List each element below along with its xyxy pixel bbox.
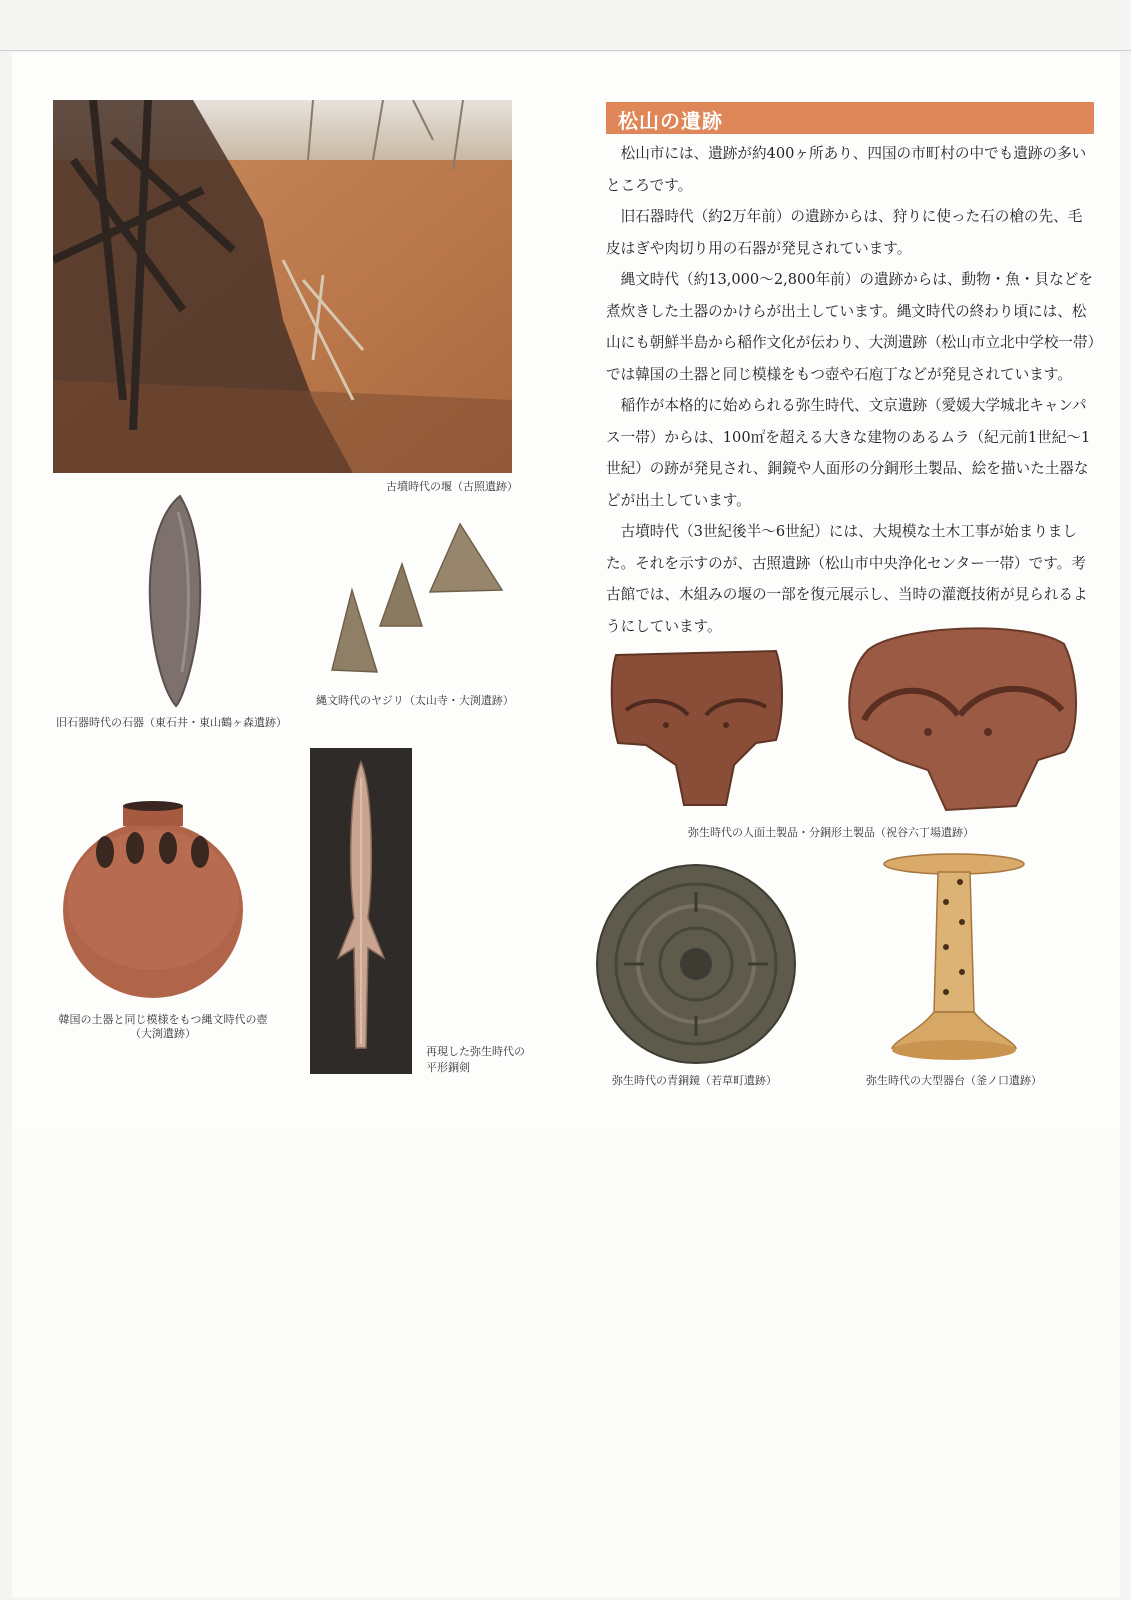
- bronze-weight-clay-photo: [838, 620, 1084, 818]
- section-title: 松山の遺跡: [618, 109, 723, 133]
- paragraph-intro: 松山市には、遺跡が約400ヶ所あり、四国の市町村の中でも遺跡の多いところです。: [606, 145, 1087, 194]
- mirror-caption: 弥生時代の青銅鏡（若草町遺跡）: [612, 1074, 777, 1087]
- section-title-bar: [606, 102, 1094, 134]
- arrowheads-photo: [322, 520, 512, 680]
- paragraph-kofun: 古墳時代（3世紀後半〜6世紀）には、大規模な土木工事が始まりました。それを示すのが、古照遺跡（松山市中央浄化センター一帯）です。考古館では、木組みの堰の一部を復元展示し、当時の灌漑技術が見られるようにしています。: [606, 523, 1088, 635]
- face-clay-caption: 弥生時代の人面土製品・分銅形土製品（祝谷六丁場遺跡）: [688, 826, 974, 839]
- clay-face-photo: [606, 645, 786, 810]
- jar-caption-line1: 韓国の土器と同じ模様をもつ縄文時代の壺: [58, 1013, 268, 1026]
- weir-caption: 古墳時代の堰（古照遺跡）: [386, 480, 518, 493]
- section-body: [606, 138, 1096, 642]
- jar-photo: [60, 800, 246, 1000]
- paragraph-yayoi: 稲作が本格的に始められる弥生時代、文京遺跡（愛媛大学城北キャンパス一帯）からは、100㎡を超える大きな建物のあるムラ（紀元前1世紀〜1世紀）の跡が発見され、銅鏡や人面形の分銅形土製品、絵を描いた土器などが出土しています。: [606, 397, 1091, 509]
- paragraph-jomon: 縄文時代（約13,000〜2,800年前）の遺跡からは、動物・魚・貝などを煮炊きした土器のかけらが出土しています。縄文時代の終わり頃には、松山にも朝鮮半島から稲作文化が伝わり、大渕遺跡（松山市立北中学校一帯）では韓国の土器と同じ模様をもつ壺や石庖丁などが発見されています。: [606, 271, 1095, 383]
- arrowheads-caption: 縄文時代のヤジリ（太山寺・大渕遺跡）: [316, 694, 514, 707]
- sword-photo: [310, 748, 412, 1074]
- stand-caption: 弥生時代の大型器台（釜ノ口遺跡）: [866, 1074, 1042, 1087]
- vessel-stand-photo: [880, 852, 1028, 1066]
- sword-caption-line1: 再現した弥生時代の: [426, 1045, 525, 1058]
- sword-caption-line2: 平形銅剣: [426, 1061, 470, 1074]
- bronze-mirror-photo: [594, 862, 798, 1066]
- paragraph-paleolithic: 旧石器時代（約2万年前）の遺跡からは、狩りに使った石の槍の先、毛皮はぎや肉切り用の石器が発見されています。: [606, 208, 1083, 257]
- jar-caption-line2: （大渕遺跡）: [130, 1027, 196, 1040]
- page-fold-line: [0, 50, 1131, 51]
- blank-lower-area: [12, 1128, 1120, 1598]
- stone-tool-caption: 旧石器時代の石器（東石井・東山鶴ヶ森遺跡）: [56, 716, 287, 729]
- weir-photo: [53, 100, 512, 473]
- stone-tool-photo: [140, 492, 210, 710]
